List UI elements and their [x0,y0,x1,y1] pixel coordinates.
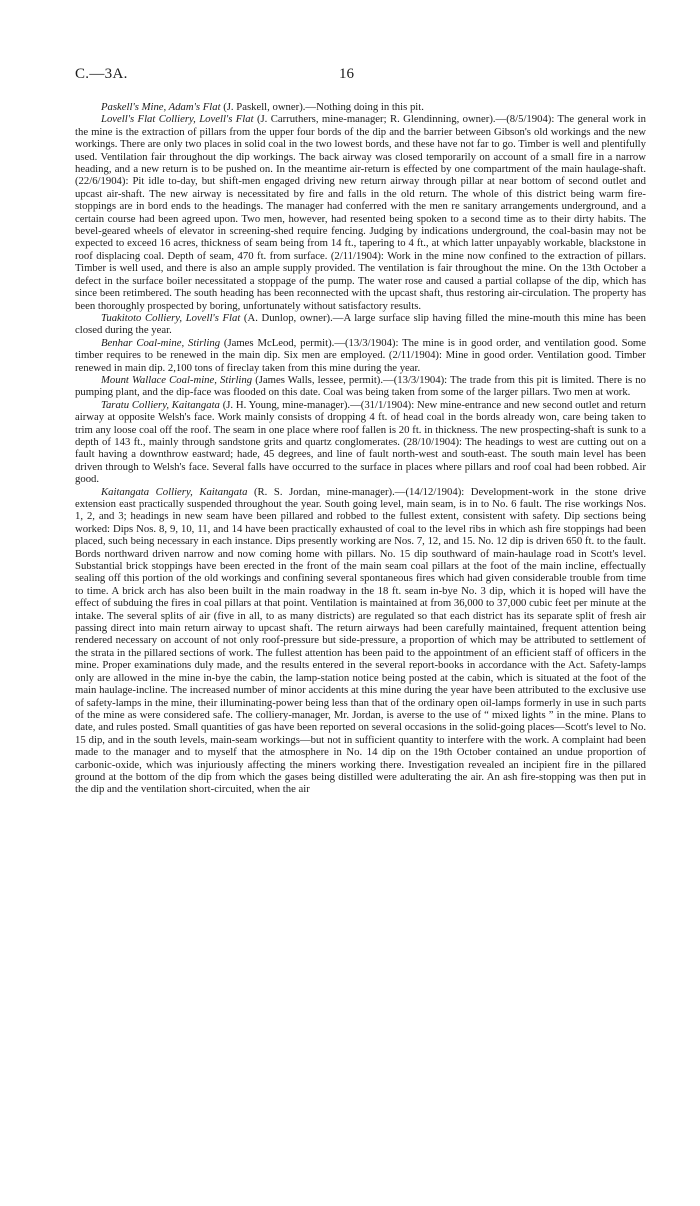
mine-name: Taratu Colliery, Kaitangata [101,398,220,411]
mine-name: Mount Wallace Coal-mine, Stirling [101,373,253,386]
report-body [75,101,646,796]
mine-name: Tuakitoto Colliery, Lovell's Flat [101,311,241,324]
paragraph-text: (J. Carruthers, mine-manager; R. Glendinning, owner).—(8/5/1904): The general work in the mine is the extraction of pillars from the upper four bords of the dip and the barrier between Gibson's old workings and the new workings. There are only two places in solid coal in the two lowest bords, and these have not far to go. Timber is well and plentifully used. Ventilation fair throughout the dip workings. The back airway was closed temporarily on account of a small fire in a narrow heading, and a new return is to be pushed on. In the meantime air-return is effected by one compartment of the main haulage-shaft. (22/6/1904): Pit idle to-day, but shift-men engaged driving new return airway through pillar at near bottom of second outlet and upcast air-shaft. The new airway is necessitated by fire and falls in the old return. The whole of this district being warm fire-stoppings are in bord ends to the headings. The manager had conferred with the men re sanitary arrangements underground, and a certain course had been agreed upon. Two men, however, had resented being spoken to a second time as to their dirty habits. The bevel-geared wheels of elevator in screening-shed require fencing. Judging by indications underground, the coal-basin may not be expected to exceed 16 acres, thickness of seam being from 14 ft., tapering to 4 ft., at which latter unpayably workable, blackstone in roof displacing coal. Depth of seam, 470 ft. from surface. (2/11/1904): Work in the mine now confined to the extraction of pillars. Timber is well used, and there is also an ample supply provided. The ventilation is fair throughout the mine. On the 13th October a defect in the surface boiler necessitated a stoppage of the pump. The water rose and caused a partial collapse of the dip, which has since been retimbered. The south heading has been reconnected with the upcast shaft, thus restoring air-circulation. The property has been thoroughly prospected by boring, unfortunately without satisfactory results. [75,113,646,312]
mine-name: Paskell's Mine, Adam's Flat [101,101,221,113]
paragraph-text: (J. H. Young, mine-manager).—(31/1/1904): New mine-entrance and new second outlet and return airway at opposite Welsh's face. Work mainly consists of dropping 4 ft. of head coal in the bords already won, care being taken to trim any loose coal off the roof. The seam in one place where roof fallen is 20 ft. in thickness. The new prospecting-shaft is sunk to a depth of 143 ft., mainly through sandstone grits and quartz conglomerates. (28/10/1904): The headings to west are cutting out on a fault having a downthrow eastward; hade, 45 degrees, and line of fault north-west and south-east. The south main level has been driven through to Welsh's face. Several falls have occurred to the surface in places where pillars and roof coal had been robbed. Air good. [75,398,646,486]
paragraph-text: (R. S. Jordan, mine-manager).—(14/12/1904): Development-work in the stone drive extension east practically suspended throughout the year. South going level, main seam, is in to No. 6 fault. The rise workings Nos. 1, 2, and 3; headings in new seam have been pillared and robbed to the fullest extent, consistent with safety. Dip sections being worked: Dips Nos. 8, 9, 10, 11, and 14 have been practically exhausted of coal to the level ribs in which ash fire stoppings had been placed, such being necessary in each instance. Dips presently working are Nos. 7, 12, and 15. No. 12 dip is driven 650 ft. to the fault. Bords northward driven narrow and now coming home with pillars. No. 15 dip southward of main-haulage road in Scott's level. Substantial brick stoppings have been erected in the front of the main seam coal pillars at the foot of the main incline, effectually sealing off this portion of the old workings and confining several spontaneous fires which had given considerable trouble from time to time. A brick arch has also been built in the main roadway in the 18 ft. seam in-bye No. 3 dip, which it is hoped will have the effect of subduing the fires in coal pillars at that point. Ventilation is maintained at from 36,000 to 37,000 cubic feet per minute at the intake. The several splits of air (five in all, to as many districts) are regulated so that each district has its separate split of fresh air passing direct into main return airway to upcast shaft. The return airways had been carefully maintained, frequent attention being rendered necessary on account of not only roof-pressure but side-pressure, a proportion of which may be attributed to settlement of the strata in the pillared sections of work. The fullest attention has been paid to the appointment of an efficient staff of officers in the mine. Proper examinations duly made, and the results entered in the several report-books in accordance with the Act. Safety-lamps only are allowed in the mine in-bye the cabin, the lamp-station notice being posted at the cabin, which is situated at the foot of the main haulage-incline. The increased number of minor accidents at this mine during the year have been attributed to the exclusive use of safety-lamps in the mine, their illuminating-power being less than that of the ordinary open oil-lamps formerly in use in such parts of the mine as were considered safe. The colliery-manager, Mr. Jordan, is averse to the use of “ mixed lights ” in the mine. Plans to date, and rules posted. Small quantities of gas have been reported on several occasions in the solid-going places—Scott's level to No. 15 dip, and in the south levels, main-seam workings—but not in sufficient quantity to interfere with the work. A complaint had been made to the manager and to myself that the atmosphere in No. 14 dip on the 19th October contained an undue proportion of carbonic-oxide, which was injuriously affecting the miners working there. Investigation revealed an incipient fire in the pillared ground at the bottom of the dip from which the gases being distilled were adulterating the air. An ash fire-stopping was then put in the dip and the ventilation short-circuited, when the air [75,485,647,796]
paragraph-benhar-coal-mine [75,337,646,374]
document-reference: C.—3A. [75,66,128,82]
paragraph-paskells-mine [75,101,646,113]
paragraph-text: (James Walls, lessee, permit).—(13/3/1904): The trade from this pit is limited. There is no pumping plant, and the dip-face was flooded on this date. Coal was being taken from some of the larger pillars. Two men at work. [75,373,646,399]
paragraph-taratu-colliery [75,399,646,486]
paragraph-text: (J. Paskell, owner).—Nothing doing in this pit. [220,101,424,113]
paragraph-tuakitoto-colliery [75,312,646,337]
paragraph-kaitangata-colliery [75,486,646,796]
mine-name: Lovell's Flat Colliery, Lovell's Flat [101,113,254,126]
mine-name: Kaitangata Colliery, Kaitangata [101,485,248,498]
paragraph-mount-wallace-coal-mine [75,374,646,399]
paragraph-lovells-flat-colliery [75,113,646,312]
paragraph-text: (A. Dunlop, owner).—A large surface slip having filled the mine-mouth this mine has been closed during the year. [75,311,646,337]
page-number: 16 [339,66,354,82]
mine-name: Benhar Coal-mine, Stirling [101,336,221,349]
paragraph-text: (James McLeod, permit).—(13/3/1904): The mine is in good order, and ventilation good. Some timber requires to be renewed in the main dip. Six men are employed. (2/11/1904): Mine in good order. Ventilation good. Timber renewed in main dip. 2,100 tons of fireclay taken from this mine during the year. [75,336,646,374]
